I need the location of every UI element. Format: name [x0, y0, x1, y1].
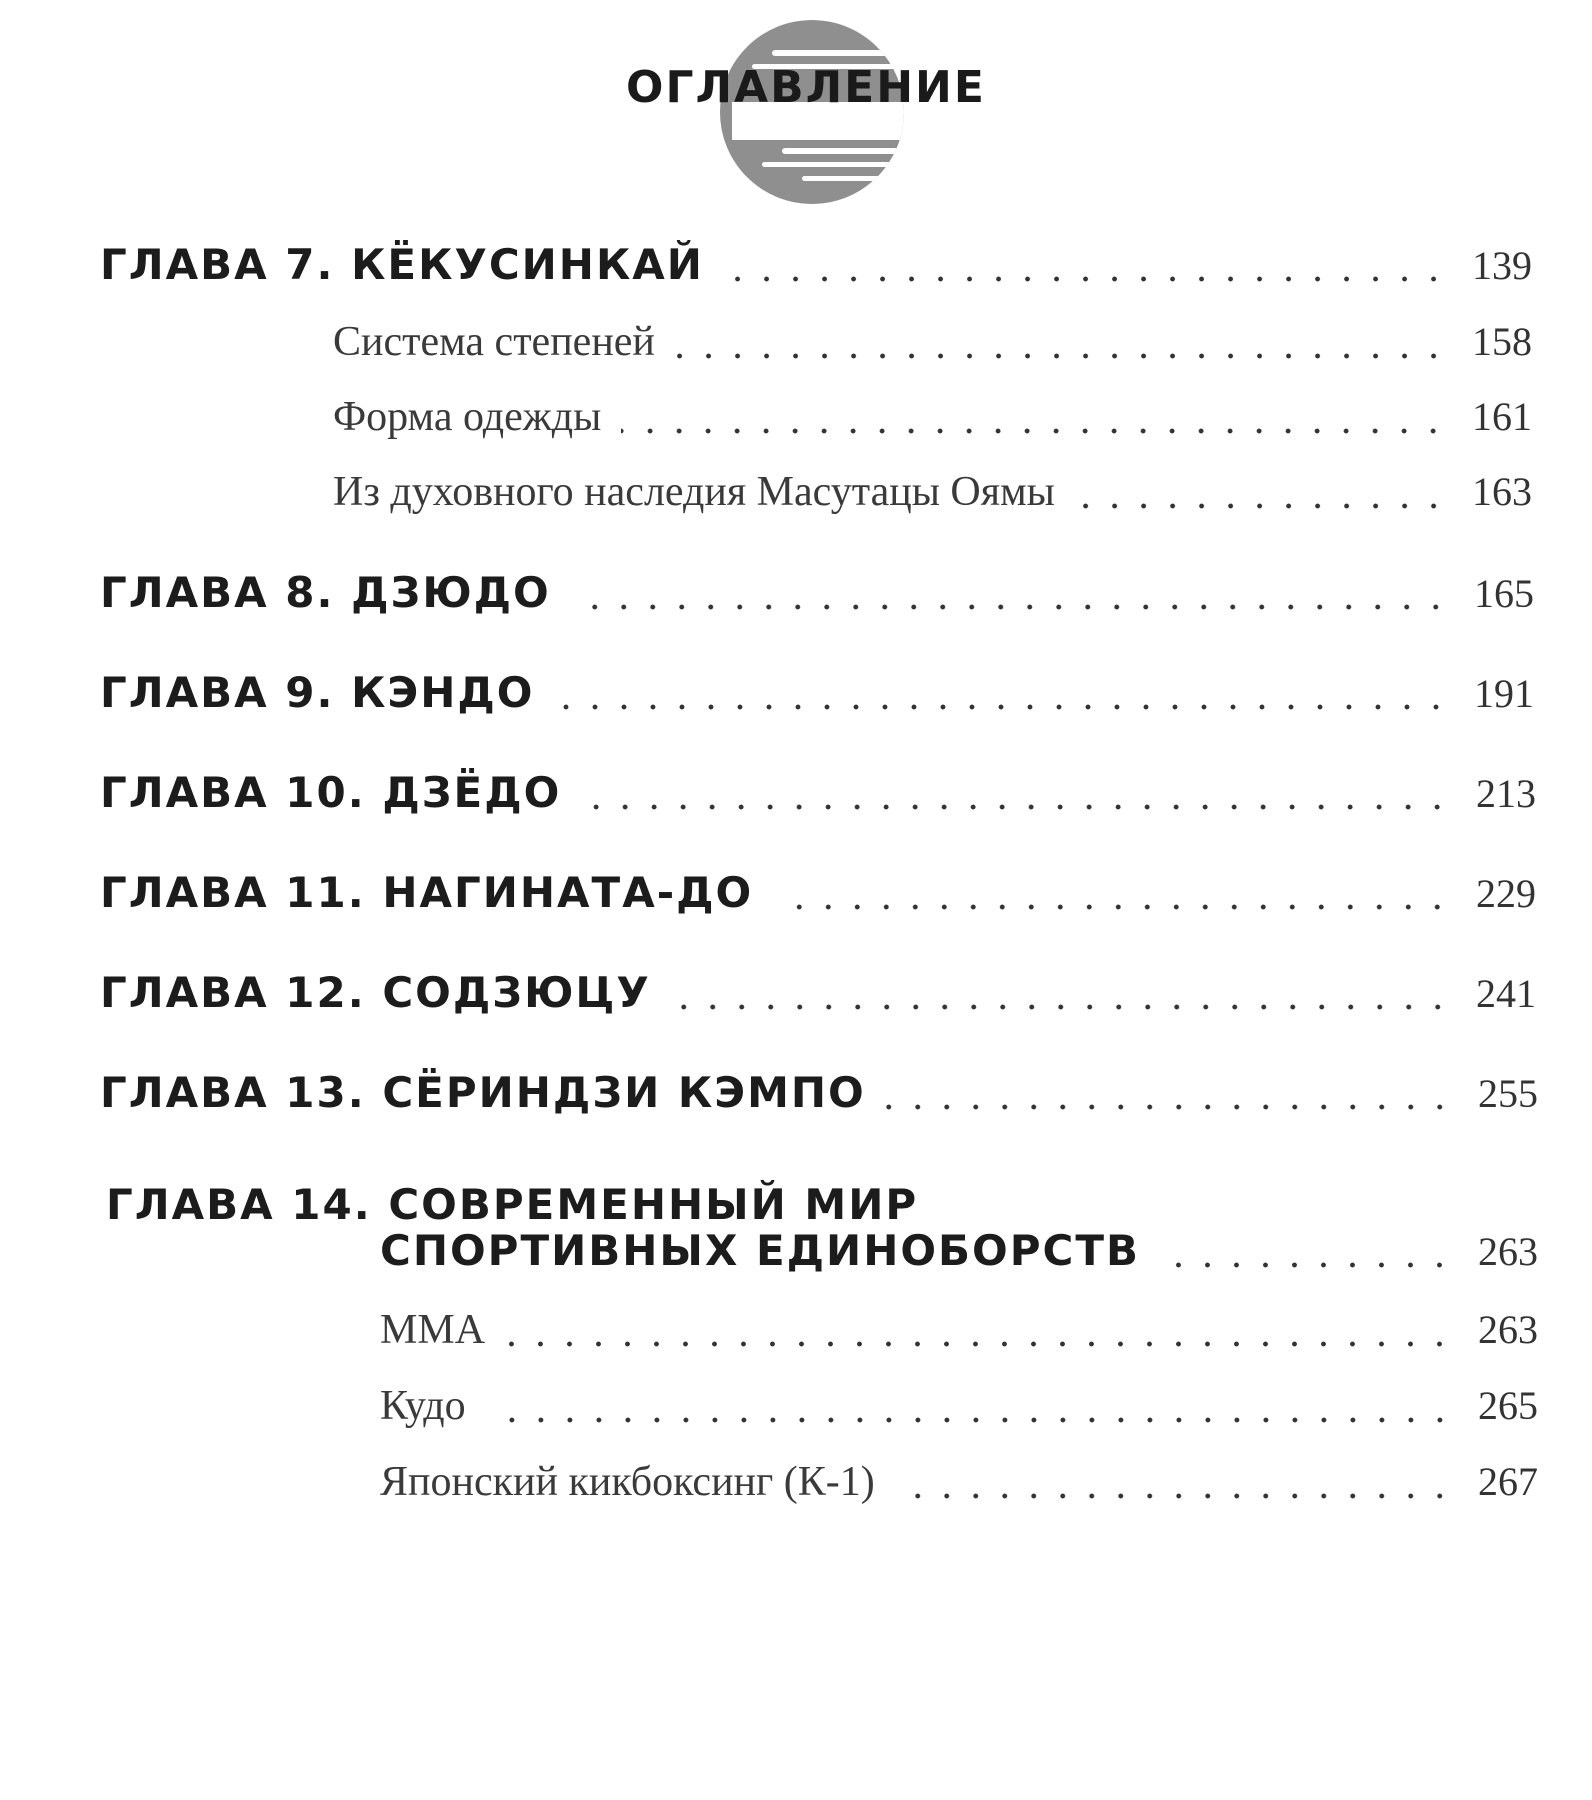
leader-dots [581, 804, 1452, 810]
toc-entry-chapter-11[interactable] [100, 868, 1536, 917]
toc-entry-section[interactable] [333, 318, 1532, 366]
toc-entry-page: 263 [1478, 1229, 1538, 1274]
leader-dots [1160, 1262, 1454, 1268]
toc-entry-label: Кудо [380, 1383, 466, 1429]
toc-entry-label: ГЛАВА 10. ДЗЁДО [100, 768, 562, 817]
leader-dots [895, 1493, 1454, 1499]
leader-dots [486, 1417, 1454, 1423]
toc-entry-chapter-10[interactable] [100, 768, 1536, 817]
toc-entry-chapter-9[interactable] [100, 668, 1534, 717]
toc-entry-page: 161 [1472, 394, 1532, 439]
toc-entry-label: Из духовного наследия Масутацы Оямы [333, 469, 1055, 515]
toc-entry-label: Форма одежды [333, 394, 602, 440]
toc-entry-page: 158 [1472, 319, 1532, 364]
leader-dots [724, 276, 1448, 282]
leader-dots [571, 604, 1450, 610]
toc-entry-label-line2: СПОРТИВНЫХ ЕДИНОБОРСТВ [380, 1226, 1141, 1275]
toc-entry-page: 165 [1474, 571, 1534, 616]
toc-entry-chapter-14-line1[interactable]: ГЛАВА 14. СОВРЕМЕННЫЙ МИР [106, 1180, 919, 1229]
toc-entry-page: 265 [1478, 1383, 1538, 1428]
toc-entry-section[interactable] [380, 1458, 1538, 1506]
leader-dots [773, 904, 1452, 910]
toc-entry-chapter-12[interactable] [100, 968, 1536, 1017]
toc-entry-page: 255 [1478, 1071, 1538, 1116]
toc-entry-label: ГЛАВА 13. СЁРИНДЗИ КЭМПО [100, 1068, 866, 1117]
toc-entry-page: 139 [1472, 243, 1532, 288]
leader-dots [505, 1341, 1454, 1347]
toc-entry-page: 191 [1474, 671, 1534, 716]
leader-dots [1075, 503, 1448, 509]
toc-entry-page: 229 [1476, 871, 1536, 916]
toc-entry-label: ГЛАВА 11. НАГИНАТА-ДО [100, 868, 754, 917]
toc-entry-section[interactable] [380, 1382, 1538, 1430]
leader-dots [621, 428, 1448, 434]
toc-entry-label: ММА [380, 1307, 486, 1353]
toc-entry-section[interactable] [380, 1306, 1538, 1354]
toc-entry-page: 241 [1476, 971, 1536, 1016]
toc-entry-label: Японский кикбоксинг (К-1) [380, 1459, 875, 1505]
toc-entry-chapter-7[interactable] [100, 240, 1532, 289]
leader-dots [555, 704, 1450, 710]
toc-entry-label: ГЛАВА 9. КЭНДО [100, 668, 535, 717]
toc-entry-chapter-14[interactable] [380, 1226, 1538, 1275]
page-title: ОГЛАВЛЕНИЕ [626, 62, 986, 113]
toc-entry-page: 267 [1478, 1459, 1538, 1504]
toc-entry-page: 163 [1472, 469, 1532, 514]
toc-entry-label: Система степеней [333, 319, 655, 365]
toc-entry-label: ГЛАВА 7. КЁКУСИНКАЙ [100, 240, 704, 289]
toc-entry-chapter-13[interactable] [100, 1068, 1538, 1117]
toc-entry-page: 213 [1476, 771, 1536, 816]
leader-dots [886, 1104, 1454, 1110]
leader-dots [671, 1004, 1452, 1010]
toc-entry-chapter-8[interactable] [100, 568, 1534, 617]
toc-entry-section[interactable] [333, 468, 1532, 516]
toc-entry-section[interactable] [333, 393, 1532, 441]
toc-entry-label: ГЛАВА 12. СОДЗЮЦУ [100, 968, 651, 1017]
leader-dots [675, 353, 1448, 359]
toc-entry-label: ГЛАВА 8. ДЗЮДО [100, 568, 551, 617]
toc-entry-page: 263 [1478, 1307, 1538, 1352]
